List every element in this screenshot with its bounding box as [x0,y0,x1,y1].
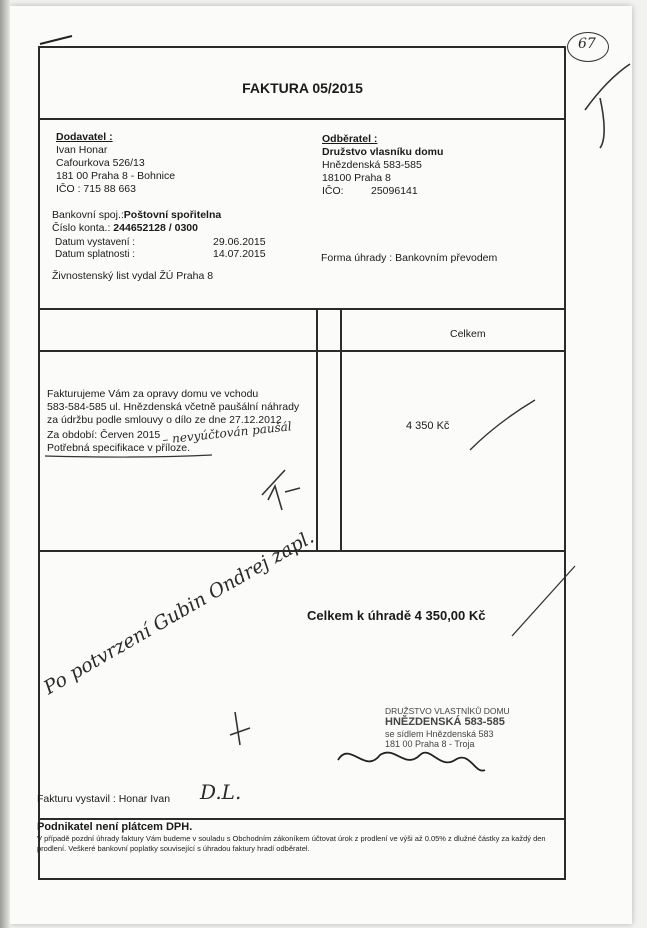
signature [338,753,485,771]
supplier-street: Cafourkova 526/13 [56,157,145,169]
underline-stroke [45,455,212,457]
issued-by: Fakturu vystavil : Honar Ivan [37,793,171,805]
description-line-2: 583-584-585 ul. Hnězdenská včetně paušální náhrady [47,401,300,413]
description-line-3: za údržbu podle smlouvy o dílo ze dne 27.12.2012 [47,414,282,426]
customer-ico-label: IČO: [322,185,344,197]
supplier-city: 181 00 Praha 8 - Bohnice [56,170,176,182]
supplier-heading: Dodavatel : [56,131,113,143]
customer-city: 18100 Praha 8 [322,172,391,184]
bank-label: Bankovní spoj.: [52,209,124,221]
check-mark-top [585,64,630,148]
description-line-5: Potřebná specifikace v příloze. [47,442,190,454]
invoice-title: FAKTURA 05/2015 [242,80,363,96]
table-header-total: Celkem [450,328,486,340]
total-due: Celkem k úhradě 4 350,00 Kč [307,608,486,623]
vat-note-title: Podnikatel není plátcem DPH. [37,821,193,833]
supplier-ico: IČO : 715 88 663 [56,183,136,195]
issued-label: Datum vystavení : [55,237,136,248]
due-label: Datum splatnosti : [55,249,136,260]
corner-mark [40,36,72,44]
stamp-line-3: se sídlem Hnězdenská 583 [385,729,494,739]
handwritten-initials: D.L. [200,780,242,804]
customer-heading: Odběratel : [322,133,378,145]
issued-date: 29.06.2015 [213,236,266,248]
stamp-line-4: 181 00 Praha 8 - Troja [385,739,475,749]
check-mark-total [512,566,575,636]
customer-ico-value: 25096141 [371,185,418,197]
initial-mark-table [262,470,300,510]
supplier-name: Ivan Honar [56,144,108,156]
customer-street: Hnězdenská 583-585 [322,159,422,171]
line-amount: 4 350 Kč [406,420,450,432]
description-line-4: Za období: Červen 2015 [47,429,161,441]
handwritten-left-note: Po potvrzení Gubin Ondrej zapl. [40,526,318,700]
trade-license: Živnostenský list vydal ŽÚ Praha 8 [52,270,214,282]
page-number: 67 [578,36,596,52]
stamp-line-2: HNĚZDENSKÁ 583-585 [385,716,505,728]
account-label: Číslo konta.: [52,222,111,234]
account-number: 244652128 / 0300 [113,222,198,234]
customer-name: Družstvo vlasníku domu [322,146,444,158]
late-payment-note: V případě pozdní úhrady faktury Vám budeme v souladu s Obchodním zákoníkem účtovat úrok z prodlení ve výši až 0.05% z dlužné částky za každý den prodlení. Veškeré bankovní poplatky související s úhradou faktury hradí odběratel. [37,834,546,853]
handwritten-note-line: – nevyúčtován paušál [161,419,293,447]
description-line-1: Fakturujeme Vám za opravy domu ve vchodu [47,388,259,400]
bank-name: Poštovní spořitelna [123,209,222,221]
initials-mark [230,712,250,745]
check-mark-amount [470,400,535,450]
due-date: 14.07.2015 [213,248,266,260]
stamp-line-1: DRUŽSTVO VLASTNÍKŮ DOMU [385,706,510,716]
payment-method: Forma úhrady : Bankovním převodem [321,252,498,264]
